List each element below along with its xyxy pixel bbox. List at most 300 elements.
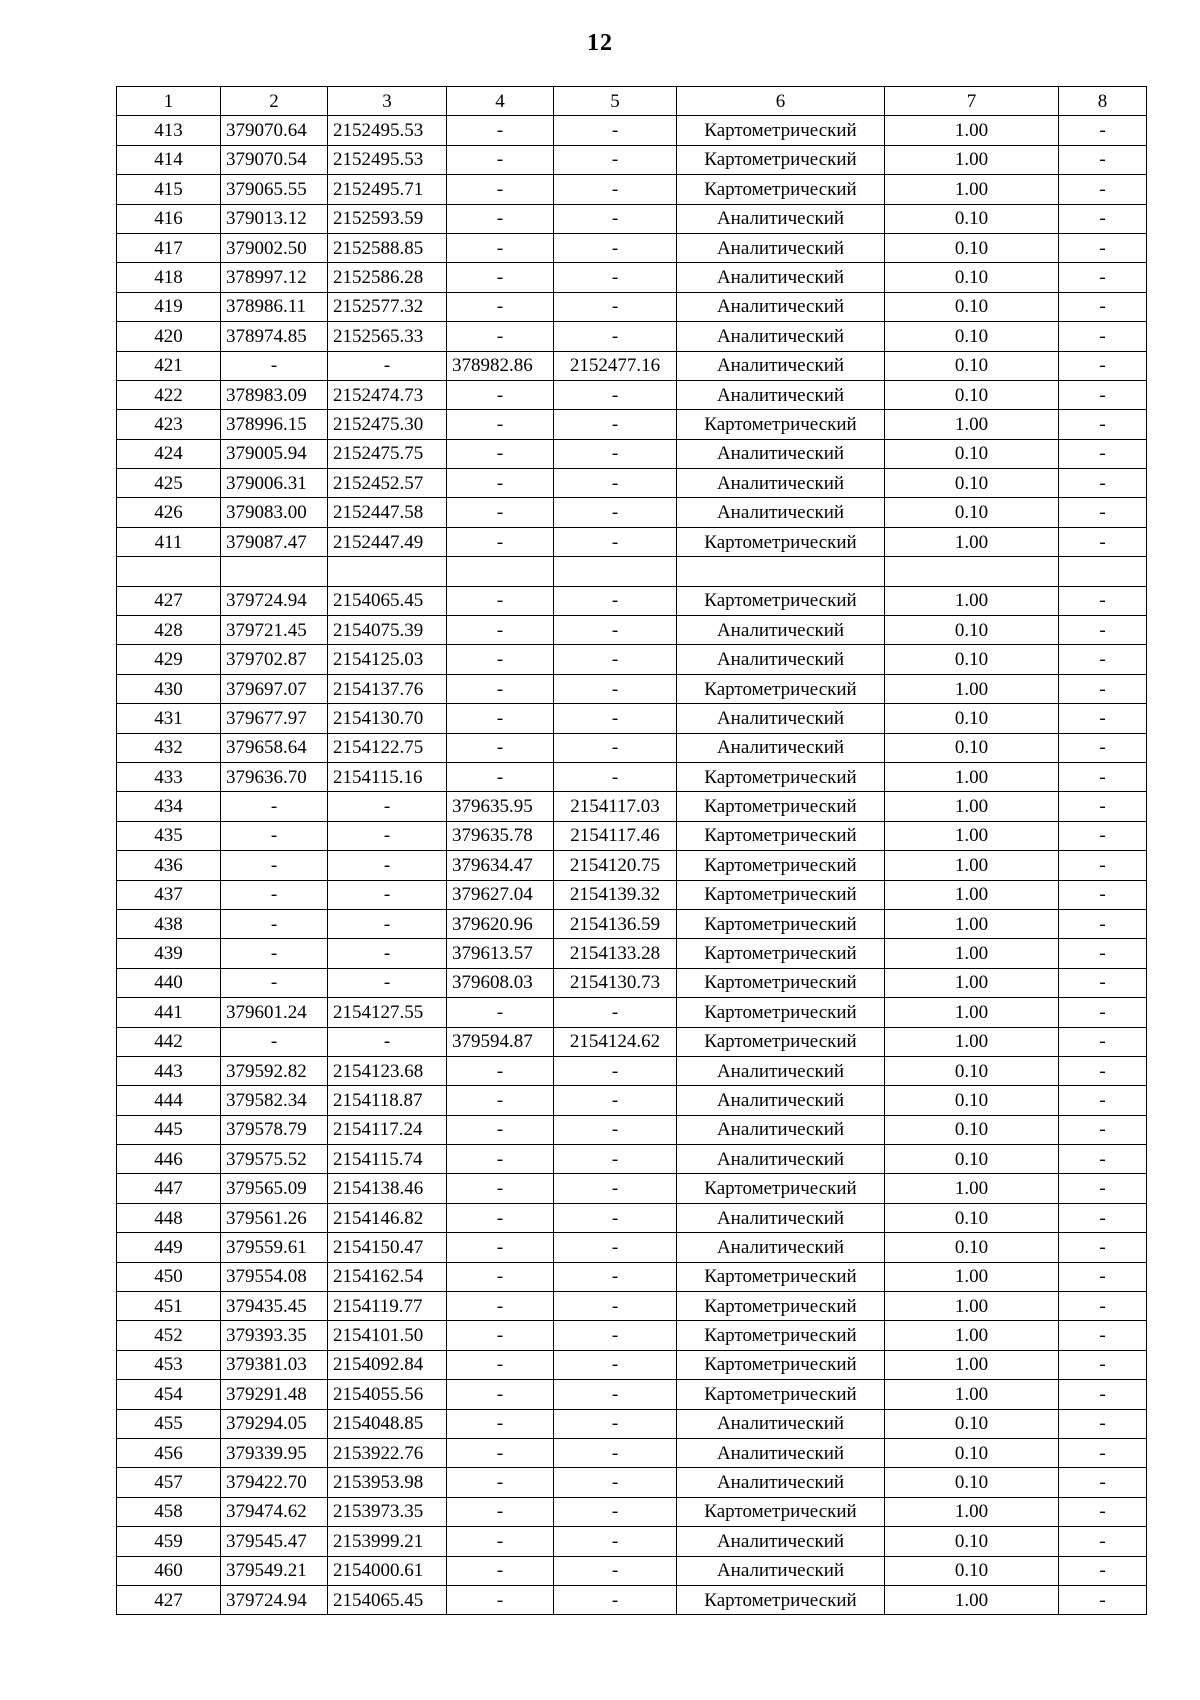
table-cell-col-7: 0.10	[885, 498, 1059, 527]
table-cell-col-6: Картометрический	[677, 527, 885, 556]
table-cell-col-7: 1.00	[885, 1497, 1059, 1526]
table-row	[117, 175, 1147, 204]
column-header-7: 7	[885, 87, 1059, 116]
table-cell-col-3: 2154123.68	[328, 1056, 447, 1085]
table-cell-col-7: 0.10	[885, 1409, 1059, 1438]
table-cell-col-8: -	[1059, 410, 1147, 439]
table-cell-col-7: 1.00	[885, 880, 1059, 909]
table-cell-col-7: 1.00	[885, 821, 1059, 850]
table-cell-col-2: 379636.70	[221, 762, 328, 791]
table-cell-col-4: -	[447, 204, 554, 233]
table-row	[117, 674, 1147, 703]
table-cell-col-1	[117, 557, 221, 586]
table-body	[117, 87, 1147, 1615]
table-row	[117, 1585, 1147, 1614]
table-cell-col-1: 416	[117, 204, 221, 233]
table-cell-col-3: -	[328, 909, 447, 938]
table-cell-col-3: 2154055.56	[328, 1380, 447, 1409]
table-cell-col-4: 379635.78	[447, 821, 554, 850]
table-row	[117, 380, 1147, 409]
table-cell-col-7: 1.00	[885, 116, 1059, 145]
table-row	[117, 792, 1147, 821]
table-cell-col-8	[1059, 557, 1147, 586]
table-cell-col-5: -	[554, 1380, 677, 1409]
table-cell-col-6: Картометрический	[677, 116, 885, 145]
table-cell-col-5: 2154133.28	[554, 939, 677, 968]
table-row	[117, 616, 1147, 645]
table-cell-col-2: -	[221, 792, 328, 821]
table-cell-col-2: 379083.00	[221, 498, 328, 527]
table-cell-col-7: 1.00	[885, 998, 1059, 1027]
table-cell-col-2: 379002.50	[221, 233, 328, 262]
table-cell-col-1: 411	[117, 527, 221, 556]
table-cell-col-6: Аналитический	[677, 322, 885, 351]
table-cell-col-3: 2152495.71	[328, 175, 447, 204]
table-cell-col-6: Аналитический	[677, 1056, 885, 1085]
table-cell-col-7: 0.10	[885, 1556, 1059, 1585]
table-row	[117, 1527, 1147, 1556]
table-cell-col-8: -	[1059, 1203, 1147, 1232]
table-cell-col-7: 0.10	[885, 1233, 1059, 1262]
table-cell-col-4	[447, 557, 554, 586]
table-row	[117, 498, 1147, 527]
table-cell-col-7: 1.00	[885, 1350, 1059, 1379]
column-header-4: 4	[447, 87, 554, 116]
table-cell-col-8: -	[1059, 527, 1147, 556]
table-cell-col-1: 413	[117, 116, 221, 145]
table-cell-col-7: 1.00	[885, 175, 1059, 204]
table-cell-col-8: -	[1059, 498, 1147, 527]
table-cell-col-4: -	[447, 145, 554, 174]
table-cell-col-1: 460	[117, 1556, 221, 1585]
table-cell-col-8: -	[1059, 1468, 1147, 1497]
table-cell-col-1: 458	[117, 1497, 221, 1526]
table-cell-col-5: -	[554, 1262, 677, 1291]
table-cell-col-3: 2154150.47	[328, 1233, 447, 1262]
table-cell-col-4: 378982.86	[447, 351, 554, 380]
table-cell-col-4: -	[447, 1203, 554, 1232]
table-cell-col-4: -	[447, 733, 554, 762]
table-cell-col-2: 379381.03	[221, 1350, 328, 1379]
table-cell-col-1: 417	[117, 233, 221, 262]
table-cell-col-7: 0.10	[885, 1438, 1059, 1467]
table-cell-col-4: -	[447, 616, 554, 645]
table-cell-col-7: 0.10	[885, 233, 1059, 262]
table-cell-col-6: Аналитический	[677, 1438, 885, 1467]
table-cell-col-5: -	[554, 1174, 677, 1203]
table-cell-col-6: Аналитический	[677, 439, 885, 468]
table-cell-col-4: -	[447, 674, 554, 703]
table-cell-col-5: -	[554, 1233, 677, 1262]
table-cell-col-3: -	[328, 880, 447, 909]
table-cell-col-5: -	[554, 175, 677, 204]
table-cell-col-2: -	[221, 821, 328, 850]
table-row	[117, 469, 1147, 498]
table-cell-col-6: Картометрический	[677, 909, 885, 938]
table-cell-col-4: -	[447, 116, 554, 145]
table-cell-col-4: -	[447, 322, 554, 351]
table-row	[117, 1380, 1147, 1409]
page-number: 12	[587, 30, 613, 56]
table-cell-col-5: 2154120.75	[554, 851, 677, 880]
table-cell-col-8: -	[1059, 1086, 1147, 1115]
table-cell-col-5: -	[554, 586, 677, 615]
table-cell-col-6: Аналитический	[677, 616, 885, 645]
table-cell-col-8: -	[1059, 1174, 1147, 1203]
table-row	[117, 263, 1147, 292]
table-row	[117, 851, 1147, 880]
table-cell-col-2: 379554.08	[221, 1262, 328, 1291]
table-cell-col-3: 2154117.24	[328, 1115, 447, 1144]
table-cell-col-1: 415	[117, 175, 221, 204]
table-cell-col-4: -	[447, 380, 554, 409]
table-cell-col-7: 1.00	[885, 792, 1059, 821]
table-cell-col-2: 378974.85	[221, 322, 328, 351]
table-cell-col-7: 0.10	[885, 380, 1059, 409]
table-cell-col-8: -	[1059, 1438, 1147, 1467]
table-cell-col-3: 2152565.33	[328, 322, 447, 351]
table-cell-col-7: 1.00	[885, 1380, 1059, 1409]
table-cell-col-7: 0.10	[885, 292, 1059, 321]
table-row	[117, 527, 1147, 556]
table-cell-col-4: -	[447, 469, 554, 498]
table-row	[117, 1409, 1147, 1438]
table-cell-col-5: -	[554, 1203, 677, 1232]
table-cell-col-5: 2154117.03	[554, 792, 677, 821]
table-cell-col-4: -	[447, 1585, 554, 1614]
table-cell-col-1: 444	[117, 1086, 221, 1115]
column-header-6: 6	[677, 87, 885, 116]
table-cell-col-1: 457	[117, 1468, 221, 1497]
table-row	[117, 292, 1147, 321]
table-cell-col-3: 2152447.58	[328, 498, 447, 527]
table-cell-col-4: -	[447, 439, 554, 468]
table-cell-col-5: -	[554, 1350, 677, 1379]
table-cell-col-1: 432	[117, 733, 221, 762]
table-cell-col-4: -	[447, 233, 554, 262]
table-cell-col-3: 2154000.61	[328, 1556, 447, 1585]
table-cell-col-2: 379702.87	[221, 645, 328, 674]
table-cell-col-7: 0.10	[885, 645, 1059, 674]
table-cell-col-1: 454	[117, 1380, 221, 1409]
table-cell-col-5: -	[554, 616, 677, 645]
table-cell-col-7: 1.00	[885, 674, 1059, 703]
table-cell-col-7: 0.10	[885, 733, 1059, 762]
table-cell-col-7: 1.00	[885, 851, 1059, 880]
table-cell-col-6: Картометрический	[677, 1380, 885, 1409]
table-cell-col-6: Картометрический	[677, 1321, 885, 1350]
table-row	[117, 1292, 1147, 1321]
table-cell-col-1: 421	[117, 351, 221, 380]
table-cell-col-2: 379006.31	[221, 469, 328, 498]
table-cell-col-6: Аналитический	[677, 645, 885, 674]
table-row	[117, 645, 1147, 674]
table-cell-col-8: -	[1059, 645, 1147, 674]
table-cell-col-4: -	[447, 586, 554, 615]
table-cell-col-8: -	[1059, 851, 1147, 880]
table-cell-col-6: Картометрический	[677, 762, 885, 791]
table-cell-col-2: 379070.54	[221, 145, 328, 174]
table-cell-col-4: 379634.47	[447, 851, 554, 880]
table-cell-col-6: Картометрический	[677, 1585, 885, 1614]
table-row	[117, 1350, 1147, 1379]
table-cell-col-3: 2154092.84	[328, 1350, 447, 1379]
table-cell-col-7: 0.10	[885, 469, 1059, 498]
table-cell-col-5: 2154117.46	[554, 821, 677, 850]
table-cell-col-3: 2152577.32	[328, 292, 447, 321]
table-cell-col-5: -	[554, 645, 677, 674]
table-cell-col-6: Картометрический	[677, 175, 885, 204]
table-cell-col-7: 1.00	[885, 1292, 1059, 1321]
table-cell-col-7: 0.10	[885, 1527, 1059, 1556]
table-cell-col-2: 379582.34	[221, 1086, 328, 1115]
table-cell-col-2: 379601.24	[221, 998, 328, 1027]
table-cell-col-7: 0.10	[885, 263, 1059, 292]
table-cell-col-4: -	[447, 410, 554, 439]
table-cell-col-3: -	[328, 351, 447, 380]
table-cell-col-6: Картометрический	[677, 880, 885, 909]
table-cell-col-4: -	[447, 1438, 554, 1467]
table-cell-col-4: -	[447, 1350, 554, 1379]
table-cell-col-2: 379697.07	[221, 674, 328, 703]
table-row	[117, 733, 1147, 762]
table-cell-col-4: -	[447, 1380, 554, 1409]
table-cell-col-2: 379422.70	[221, 1468, 328, 1497]
table-cell-col-3	[328, 557, 447, 586]
table-cell-col-4: -	[447, 1556, 554, 1585]
table-row	[117, 116, 1147, 145]
table-cell-col-2: 378986.11	[221, 292, 328, 321]
table-cell-col-3: 2154122.75	[328, 733, 447, 762]
table-row	[117, 1262, 1147, 1291]
table-cell-col-4: 379608.03	[447, 968, 554, 997]
table-row	[117, 1115, 1147, 1144]
table-cell-col-8: -	[1059, 821, 1147, 850]
table-row	[117, 351, 1147, 380]
coordinates-table	[116, 86, 1147, 1615]
table-cell-col-2: 379592.82	[221, 1056, 328, 1085]
table-row	[117, 939, 1147, 968]
table-row	[117, 410, 1147, 439]
table-cell-col-6: Аналитический	[677, 733, 885, 762]
table-cell-col-2: -	[221, 968, 328, 997]
table-cell-col-1: 434	[117, 792, 221, 821]
table-row	[117, 204, 1147, 233]
table-cell-col-8: -	[1059, 1556, 1147, 1585]
table-cell-col-2: 379724.94	[221, 1585, 328, 1614]
table-cell-col-6: Аналитический	[677, 1233, 885, 1262]
table-cell-col-2: 379578.79	[221, 1115, 328, 1144]
table-cell-col-8: -	[1059, 1145, 1147, 1174]
table-cell-col-1: 433	[117, 762, 221, 791]
table-cell-col-5: 2152477.16	[554, 351, 677, 380]
table-cell-col-2: 379575.52	[221, 1145, 328, 1174]
table-cell-col-1: 428	[117, 616, 221, 645]
table-cell-col-6: Аналитический	[677, 1115, 885, 1144]
table-row	[117, 557, 1147, 586]
table-cell-col-4: -	[447, 1262, 554, 1291]
table-cell-col-8: -	[1059, 1497, 1147, 1526]
table-cell-col-8: -	[1059, 1292, 1147, 1321]
table-cell-col-2: -	[221, 1027, 328, 1056]
table-cell-col-3: 2154101.50	[328, 1321, 447, 1350]
table-cell-col-2: 379435.45	[221, 1292, 328, 1321]
table-cell-col-5: -	[554, 233, 677, 262]
table-cell-col-7: 1.00	[885, 1321, 1059, 1350]
table-cell-col-5: -	[554, 733, 677, 762]
table-cell-col-7: 1.00	[885, 410, 1059, 439]
table-cell-col-3: 2154162.54	[328, 1262, 447, 1291]
table-cell-col-5: -	[554, 322, 677, 351]
table-cell-col-7: 1.00	[885, 939, 1059, 968]
table-cell-col-5: 2154139.32	[554, 880, 677, 909]
table-cell-col-4: -	[447, 998, 554, 1027]
column-header-8: 8	[1059, 87, 1147, 116]
table-cell-col-3: 2153953.98	[328, 1468, 447, 1497]
table-cell-col-5: -	[554, 527, 677, 556]
table-cell-col-8: -	[1059, 1527, 1147, 1556]
table-cell-col-2: -	[221, 880, 328, 909]
table-cell-col-3: 2153999.21	[328, 1527, 447, 1556]
table-cell-col-6: Аналитический	[677, 498, 885, 527]
table-cell-col-4: -	[447, 1497, 554, 1526]
table-cell-col-1: 456	[117, 1438, 221, 1467]
table-cell-col-2: -	[221, 909, 328, 938]
table-cell-col-5: -	[554, 145, 677, 174]
table-cell-col-1: 423	[117, 410, 221, 439]
table-cell-col-6: Картометрический	[677, 1350, 885, 1379]
table-cell-col-1: 419	[117, 292, 221, 321]
table-cell-col-2: 378997.12	[221, 263, 328, 292]
table-cell-col-2: 378983.09	[221, 380, 328, 409]
table-cell-col-8: -	[1059, 762, 1147, 791]
table-row	[117, 821, 1147, 850]
table-cell-col-1: 430	[117, 674, 221, 703]
table-cell-col-6: Картометрический	[677, 968, 885, 997]
table-cell-col-5: 2154130.73	[554, 968, 677, 997]
table-cell-col-3: 2152447.49	[328, 527, 447, 556]
table-cell-col-8: -	[1059, 380, 1147, 409]
table-cell-col-8: -	[1059, 939, 1147, 968]
table-cell-col-8: -	[1059, 733, 1147, 762]
table-cell-col-2: 379545.47	[221, 1527, 328, 1556]
table-cell-col-1: 426	[117, 498, 221, 527]
table-cell-col-5: -	[554, 292, 677, 321]
table-cell-col-3: -	[328, 821, 447, 850]
table-cell-col-1: 435	[117, 821, 221, 850]
table-cell-col-7: 0.10	[885, 704, 1059, 733]
table-cell-col-1: 446	[117, 1145, 221, 1174]
table-cell-col-6: Картометрический	[677, 410, 885, 439]
table-cell-col-7: 0.10	[885, 1468, 1059, 1497]
table-cell-col-5: -	[554, 410, 677, 439]
table-cell-col-5: -	[554, 762, 677, 791]
table-cell-col-8: -	[1059, 704, 1147, 733]
table-cell-col-1: 455	[117, 1409, 221, 1438]
table-cell-col-5: -	[554, 1145, 677, 1174]
table-cell-col-8: -	[1059, 175, 1147, 204]
table-cell-col-8: -	[1059, 968, 1147, 997]
column-header-2: 2	[221, 87, 328, 116]
table-row	[117, 998, 1147, 1027]
table-cell-col-6: Аналитический	[677, 204, 885, 233]
table-cell-col-4: -	[447, 1056, 554, 1085]
table-cell-col-4: -	[447, 1409, 554, 1438]
table-cell-col-7: 1.00	[885, 968, 1059, 997]
table-cell-col-4: -	[447, 1321, 554, 1350]
table-cell-col-6: Аналитический	[677, 1527, 885, 1556]
table-row	[117, 1086, 1147, 1115]
table-cell-col-8: -	[1059, 322, 1147, 351]
table-row	[117, 1556, 1147, 1585]
table-cell-col-5: -	[554, 469, 677, 498]
table-cell-col-3: 2152474.73	[328, 380, 447, 409]
table-cell-col-8: -	[1059, 116, 1147, 145]
table-cell-col-3: 2152475.30	[328, 410, 447, 439]
table-cell-col-1: 449	[117, 1233, 221, 1262]
table-cell-col-6: Картометрический	[677, 821, 885, 850]
table-cell-col-6: Аналитический	[677, 351, 885, 380]
table-cell-col-6: Аналитический	[677, 263, 885, 292]
table-cell-col-3: 2154075.39	[328, 616, 447, 645]
table-cell-col-5: -	[554, 674, 677, 703]
table-cell-col-3: -	[328, 939, 447, 968]
table-cell-col-3: 2154048.85	[328, 1409, 447, 1438]
table-cell-col-7: 1.00	[885, 1027, 1059, 1056]
table-cell-col-6: Аналитический	[677, 380, 885, 409]
table-header-row	[117, 87, 1147, 116]
table-cell-col-4: 379627.04	[447, 880, 554, 909]
table-cell-col-8: -	[1059, 145, 1147, 174]
table-cell-col-1: 443	[117, 1056, 221, 1085]
table-cell-col-3: 2154065.45	[328, 1585, 447, 1614]
table-cell-col-7: 0.10	[885, 1203, 1059, 1232]
table-cell-col-7: 0.10	[885, 1115, 1059, 1144]
table-cell-col-5: -	[554, 1056, 677, 1085]
table-cell-col-3: 2152593.59	[328, 204, 447, 233]
table-cell-col-5: -	[554, 439, 677, 468]
table-row	[117, 322, 1147, 351]
table-cell-col-4: -	[447, 292, 554, 321]
table-cell-col-2: 379070.64	[221, 116, 328, 145]
table-cell-col-3: 2154118.87	[328, 1086, 447, 1115]
table-cell-col-6: Картометрический	[677, 586, 885, 615]
table-cell-col-1: 436	[117, 851, 221, 880]
table-cell-col-6: Аналитический	[677, 1468, 885, 1497]
table-cell-col-1: 448	[117, 1203, 221, 1232]
table-cell-col-3: -	[328, 792, 447, 821]
table-cell-col-3: 2154115.74	[328, 1145, 447, 1174]
table-row	[117, 586, 1147, 615]
table-cell-col-2: 379658.64	[221, 733, 328, 762]
table-cell-col-2: 379724.94	[221, 586, 328, 615]
table-cell-col-7: 1.00	[885, 1174, 1059, 1203]
table-cell-col-6: Картометрический	[677, 1174, 885, 1203]
table-row	[117, 762, 1147, 791]
table-cell-col-7: 1.00	[885, 586, 1059, 615]
table-cell-col-1: 447	[117, 1174, 221, 1203]
table-cell-col-8: -	[1059, 1409, 1147, 1438]
table-cell-col-1: 440	[117, 968, 221, 997]
table-cell-col-1: 459	[117, 1527, 221, 1556]
table-row	[117, 145, 1147, 174]
table-cell-col-2: -	[221, 939, 328, 968]
table-cell-col-3: -	[328, 1027, 447, 1056]
table-cell-col-4: -	[447, 1527, 554, 1556]
table-cell-col-3: 2154138.46	[328, 1174, 447, 1203]
table-cell-col-6: Картометрический	[677, 792, 885, 821]
table-cell-col-8: -	[1059, 263, 1147, 292]
